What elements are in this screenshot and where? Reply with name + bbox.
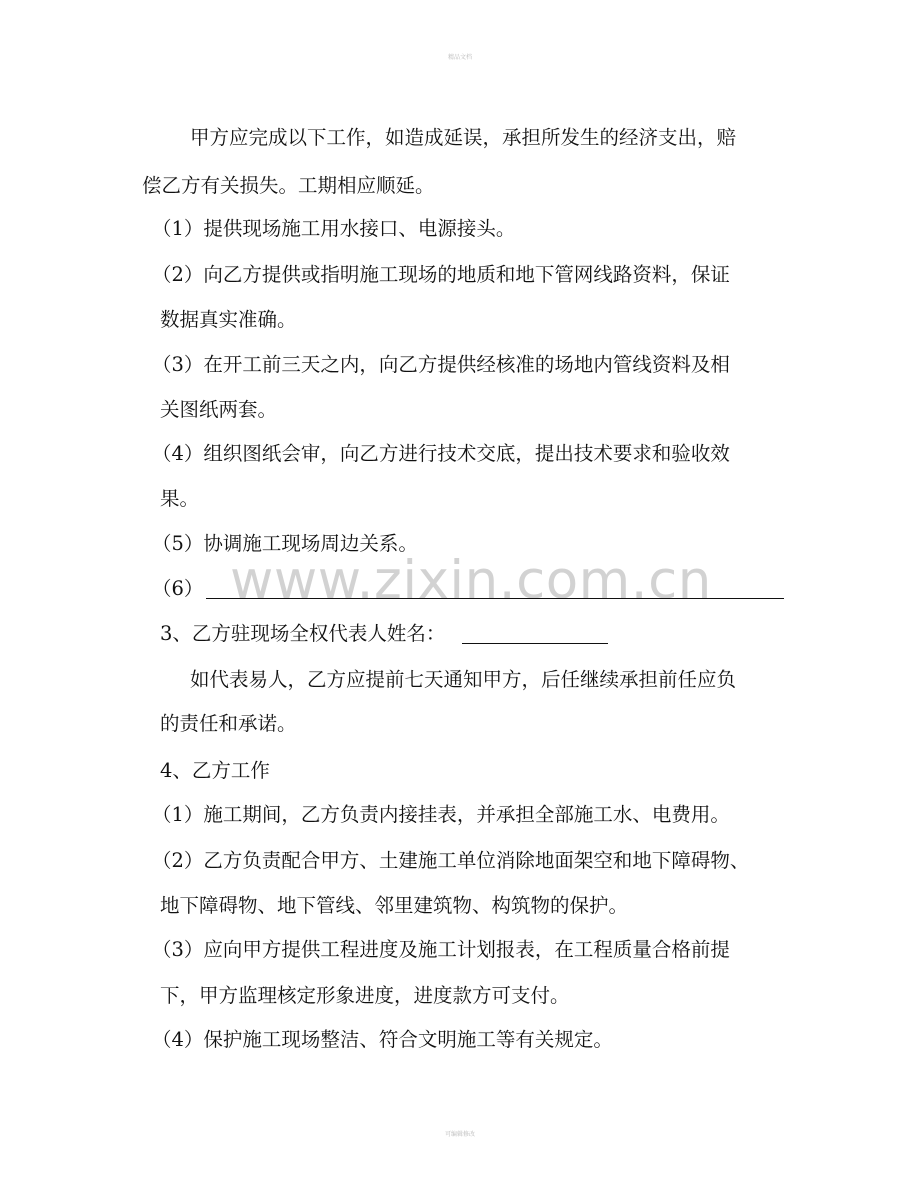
section-4-item-2-line-2: 地下障碍物、地下管线、邻里建筑物、构筑物的保护。	[160, 894, 629, 917]
watermark: www.zixin.com.cn	[230, 550, 712, 611]
list-item-5: （5）协调施工现场周边关系。	[152, 532, 418, 555]
section-4-item-3-line-2: 下，甲方监理核定形象进度，进度款方可支付。	[160, 984, 570, 1007]
page-footer: 可编辑修改	[444, 1131, 475, 1138]
section-4-item-2-line-1: （2）乙方负责配合甲方、土建施工单位消除地面架空和地下障碍物、	[152, 849, 750, 872]
section-3-paragraph-line-1: 如代表易人，乙方应提前七天通知甲方，后任继续承担前任应负	[190, 668, 737, 691]
fill-in-blank-line	[206, 598, 784, 599]
list-item-4-line-1: （4）组织图纸会审，向乙方进行技术交底，提出技术要求和验收效	[152, 442, 730, 465]
list-item-1: （1）提供现场施工用水接口、电源接头。	[152, 217, 516, 240]
section-4-item-3-line-1: （3）应向甲方提供工程进度及施工计划报表，在工程质量合格前提	[152, 938, 730, 961]
paragraph-intro-line-2: 偿乙方有关损失。工期相应顺延。	[142, 174, 435, 197]
representative-name-blank	[462, 643, 608, 644]
list-item-3-line-2: 关图纸两套。	[160, 398, 278, 421]
list-item-4-line-2: 果。	[160, 487, 200, 510]
list-item-2-line-1: （2）向乙方提供或指明施工现场的地质和地下管网线路资料，保证	[152, 263, 730, 286]
paragraph-intro-line-1: 甲方应完成以下工作，如造成延误，承担所发生的经济支出，赔	[190, 126, 737, 149]
section-4-item-1: （1）施工期间，乙方负责内接挂表，并承担全部施工水、电费用。	[152, 803, 730, 826]
section-3-paragraph-line-2: 的责任和承诺。	[160, 712, 297, 735]
list-item-3-line-1: （3）在开工前三天之内，向乙方提供经核准的场地内管线资料及相	[152, 353, 730, 376]
section-4-item-4: （4）保护施工现场整洁、符合文明施工等有关规定。	[152, 1028, 613, 1051]
list-item-2-line-2: 数据真实准确。	[160, 308, 297, 331]
section-3-heading: 3、乙方驻现场全权代表人姓名：	[160, 622, 446, 645]
section-4-heading: 4、乙方工作	[160, 759, 270, 782]
list-item-6: （6）	[152, 577, 204, 600]
page-header: 精品文档	[447, 54, 472, 61]
